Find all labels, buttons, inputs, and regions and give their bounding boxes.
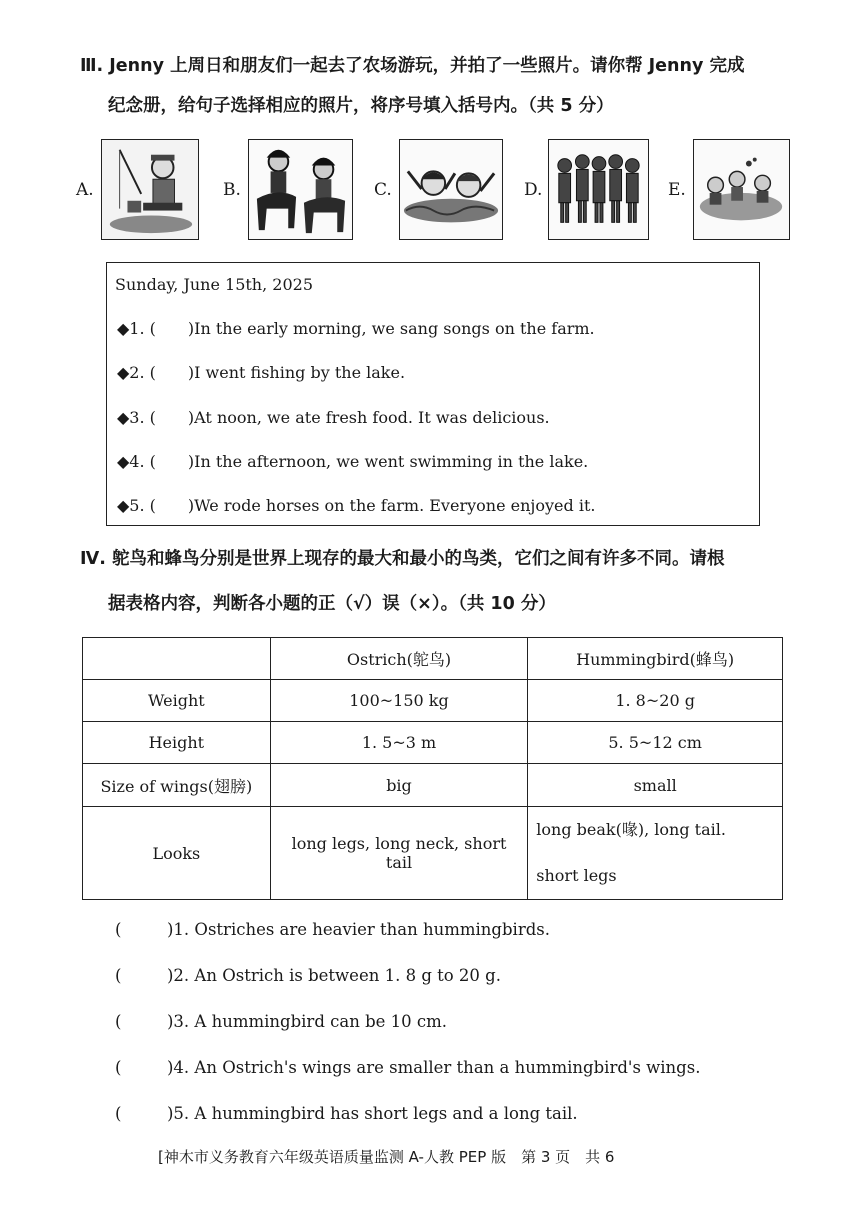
- answer-blank[interactable]: (: [115, 920, 122, 939]
- table-cell: small: [528, 764, 783, 807]
- diary-date: Sunday, June 15th, 2025: [115, 275, 313, 294]
- question-1: [115, 920, 550, 939]
- picture-b: [248, 139, 353, 240]
- table-header-row: [83, 638, 783, 680]
- table-cell-line: long beak(喙), long tail.: [536, 820, 726, 839]
- diary-item-5: [117, 496, 595, 515]
- table-cell: 5. 5~12 cm: [528, 722, 783, 764]
- picture-letter-c: C.: [374, 180, 392, 200]
- answer-blank[interactable]: (: [115, 966, 122, 985]
- question-text: )4. An Ostrich's wings are smaller than a hummingbird's wings.: [167, 1058, 701, 1077]
- section3-heading-line2: 纪念册，给句子选择相应的照片，将序号填入括号内。（共 5 分）: [108, 96, 614, 116]
- table-row: [83, 807, 783, 900]
- table-cell: Looks: [83, 807, 271, 900]
- section4-heading-line1: Ⅳ. 鸵鸟和蜂鸟分别是世界上现存的最大和最小的鸟类，它们之间有许多不同。请根: [80, 549, 725, 569]
- diary-item-text: )I went fishing by the lake.: [187, 363, 406, 382]
- question-4: [115, 1058, 700, 1077]
- diary-box: [106, 262, 760, 526]
- question-text: )1. Ostriches are heavier than hummingbirds.: [167, 920, 550, 939]
- picture-letter-e: E.: [668, 180, 686, 200]
- question-text: )5. A hummingbird has short legs and a long tail.: [167, 1104, 578, 1123]
- question-text: )3. A hummingbird can be 10 cm.: [167, 1012, 448, 1031]
- answer-blank[interactable]: (: [115, 1012, 122, 1031]
- diary-item-1: [117, 319, 595, 338]
- picture-letter-d: D.: [524, 180, 543, 200]
- picnic-eating-icon: [694, 140, 789, 239]
- picture-c: [399, 139, 503, 240]
- answer-blank[interactable]: (: [115, 1104, 122, 1123]
- picture-e: [693, 139, 790, 240]
- diary-item-2: [117, 363, 405, 382]
- picture-letter-b: B.: [223, 180, 241, 200]
- diary-item-number: ◆1. (: [117, 319, 156, 338]
- diary-item-number: ◆3. (: [117, 408, 156, 427]
- table-cell-line: short legs: [536, 866, 617, 885]
- table-cell: 100~150 kg: [270, 680, 528, 722]
- horse-riders-icon: [249, 140, 352, 239]
- diary-item-4: [117, 452, 588, 471]
- fishing-boy-icon: [102, 140, 198, 239]
- table-cell: Weight: [83, 680, 271, 722]
- diary-item-text: )In the afternoon, we went swimming in the lake.: [187, 452, 589, 471]
- table-row: [83, 764, 783, 807]
- diary-item-text: )At noon, we ate fresh food. It was delicious.: [187, 408, 550, 427]
- question-5: [115, 1104, 578, 1123]
- section4-heading-line2: 据表格内容，判断各小题的正（√）误（×）。（共 10 分）: [108, 594, 556, 614]
- picture-d: [548, 139, 649, 240]
- table-cell: long legs, long neck, short tail: [270, 807, 528, 900]
- singing-group-icon: [549, 140, 648, 239]
- picture-a: [101, 139, 199, 240]
- bird-comparison-table: [82, 637, 783, 900]
- question-3: [115, 1012, 447, 1031]
- question-text: )2. An Ostrich is between 1. 8 g to 20 g.: [167, 966, 501, 985]
- diary-item-3: [117, 408, 550, 427]
- table-header-cell: Hummingbird(蜂鸟): [528, 638, 783, 680]
- table-cell: Height: [83, 722, 271, 764]
- swimming-kids-icon: [400, 140, 502, 239]
- table-cell: 1. 5~3 m: [270, 722, 528, 764]
- table-cell: 1. 8~20 g: [528, 680, 783, 722]
- table-cell: big: [270, 764, 528, 807]
- picture-letter-a: A.: [76, 180, 94, 200]
- table-cell: [528, 807, 783, 900]
- table-row: [83, 722, 783, 764]
- table-header-cell: [83, 638, 271, 680]
- section3-heading-line1: Ⅲ. Jenny 上周日和朋友们一起去了农场游玩，并拍了一些照片。请你帮 Jenny 完成: [80, 56, 745, 76]
- table-row: [83, 680, 783, 722]
- page-footer: [神木市义务教育六年级英语质量监测 A-人教 PEP 版 第 3 页 共 6: [158, 1148, 615, 1166]
- answer-blank[interactable]: (: [115, 1058, 122, 1077]
- diary-item-text: )We rode horses on the farm. Everyone enjoyed it.: [187, 496, 596, 515]
- question-2: [115, 966, 501, 985]
- diary-item-number: ◆4. (: [117, 452, 156, 471]
- diary-item-text: )In the early morning, we sang songs on the farm.: [187, 319, 595, 338]
- diary-item-number: ◆5. (: [117, 496, 156, 515]
- table-cell: Size of wings(翅膀): [83, 764, 271, 807]
- diary-item-number: ◆2. (: [117, 363, 156, 382]
- table-header-cell: Ostrich(鸵鸟): [270, 638, 528, 680]
